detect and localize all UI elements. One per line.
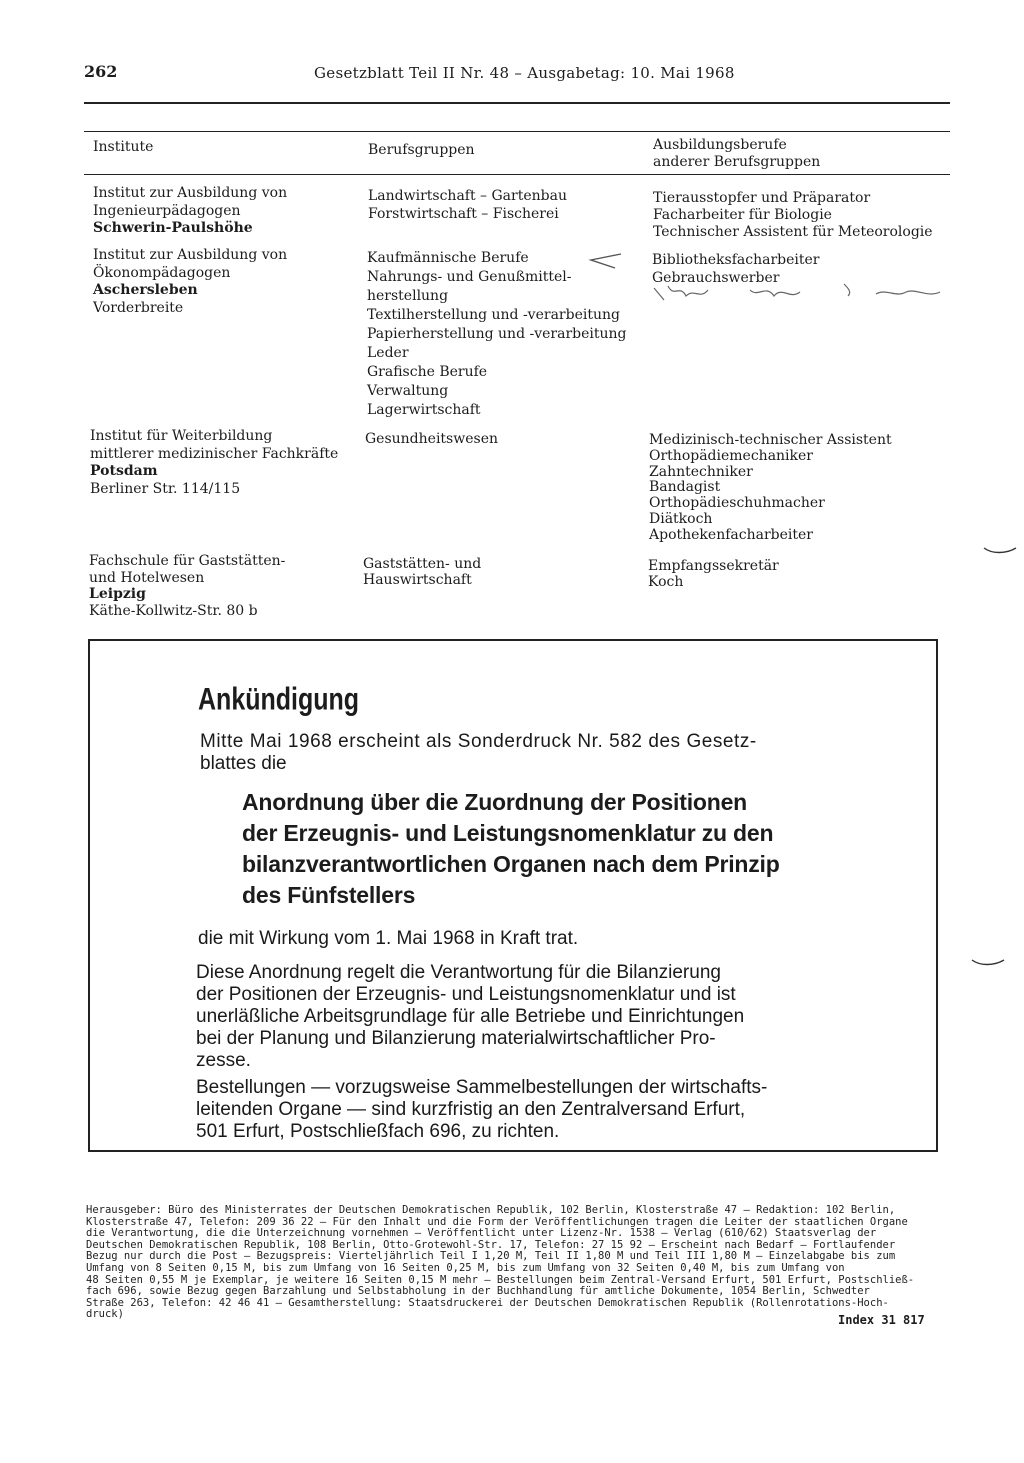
paragraph-line: Bestellungen — vorzugsweise Sammelbestellungen der wirtschafts- [196,1077,768,1098]
imprint-line: Umfang von 8 Seiten 0,15 M, bis zum Umfang von 16 Seiten 0,25 M, bis zum Umfang von 32 Seiten 0,40 M, bis zum Umfang von [86,1261,845,1274]
table-row-1-institute [93,185,287,238]
group-item: Verwaltung [367,383,449,399]
group-item: Forstwirtschaft – Fischerei [368,205,559,222]
title-line: bilanzverantwortlichen Organen nach dem Prinzip [242,851,780,877]
table-row-1-groups [368,188,567,223]
title-line: Anordnung über die Zuordnung der Positionen [242,789,748,815]
table-row-2-institute [93,247,287,317]
announcement-paragraph-2 [196,1077,767,1143]
page-number: 262 [84,62,118,81]
institute-address: Berliner Str. 114/115 [90,480,241,497]
institute-name-line: Fachschule für Gaststätten- [89,553,286,569]
announcement-heading: Ankündigung [198,682,360,717]
imprint-line: Deutschen Demokratischen Republik, 108 Berlin, Otto-Grotewohl-Str. 17, Telefon: 27 15 92 – Erscheint nach Bedarf – Fortlaufender [86,1238,896,1251]
imprint-line: Herausgeber: Büro des Ministerrates der Deutschen Demokratischen Republik, 102 Berlin, Klosterstraße 47 – Redaktion: 102 Berlin, [86,1204,896,1216]
profession-item: Orthopädiemechaniker [649,447,813,464]
effective-date: die mit Wirkung vom 1. Mai 1968 in Kraft trat. [198,928,579,949]
column-head-institute: Institute [93,139,154,155]
profession-item: Zahntechniker [649,463,753,480]
header-rule [84,102,950,104]
profession-item: Koch [648,574,684,590]
group-item: Lagerwirtschaft [367,402,481,418]
profession-item: Diätkoch [649,510,713,527]
intro-line: blattes die [200,753,287,774]
profession-item: Gebrauchswerber [652,269,780,286]
institute-name-line: und Hotelwesen [89,569,205,586]
announcement-paragraph-1 [196,962,744,1072]
paragraph-line: leitenden Organe — sind kurzfristig an den Zentralversand Erfurt, [196,1099,746,1120]
group-item: herstellung [367,288,449,304]
institute-place: Schwerin-Paulshöhe [93,220,253,236]
imprint-line: Bezug nur durch die Post – Bezugspreis: Vierteljährlich Teil I 1,20 M, Teil II 1,80 M und Teil III 1,80 M – Einzelabgabe bis zum [86,1250,896,1263]
margin-tick-mark [982,544,1018,558]
table-row-2-groups [367,249,627,420]
institute-name-line: Ingenieurpädagogen [93,202,241,219]
profession-item: Bandagist [649,479,721,496]
institute-address: Käthe-Kollwitz-Str. 80 b [89,602,258,619]
group-item: Gesundheitswesen [365,431,498,447]
institute-place: Aschersleben [93,282,198,298]
paragraph-line: 501 Erfurt, Postschließfach 696, zu richten. [196,1121,560,1142]
group-item: Leder [367,345,409,361]
column-head-groups: Berufsgruppen [368,142,475,158]
margin-tick-mark [970,956,1006,970]
title-line: des Fünfstellers [242,882,416,908]
profession-item: Facharbeiter für Biologie [653,207,832,223]
table-row-4-institute [89,553,285,619]
profession-item: Empfangssekretär [648,558,779,574]
institute-name-line: mittlerer medizinischer Fachkräfte [90,445,339,462]
group-item: Hauswirtschaft [363,572,472,588]
institute-name-line: Ökonompädagogen [93,264,231,281]
gazette-title: Gesetzblatt Teil II Nr. 48 – Ausgabetag: 10. Mai 1968 [314,64,735,82]
paragraph-line: Diese Anordnung regelt die Verantwortung für die Bilanzierung [196,962,721,983]
column-head-professions-line2: anderer Berufsgruppen [653,154,821,170]
intro-line: Mitte Mai 1968 erscheint als Sonderdruck Nr. 582 des Gesetz- [200,731,757,752]
title-line: der Erzeugnis- und Leistungsnomenklatur zu den [242,820,774,846]
handwritten-arrow-mark [585,248,625,272]
imprint-line: Straße 263, Telefon: 42 46 41 – Gesamtherstellung: Staatsdruckerei der Deutschen Demokratischen Republik (Rollenrotations-Hoch- [86,1296,889,1309]
profession-item: Tierausstopfer und Präparator [653,190,871,206]
imprint-line: 48 Seiten 0,55 M je Exemplar, je weitere 16 Seiten 0,15 M mehr – Bestellungen beim Zentral-Versand Erfurt, 501 Erfurt, Postschließ- [86,1273,915,1286]
imprint-line: fach 696, sowie Bezug gegen Barzahlung und Selbstabholung in der Buchhandlung für amtliche Dokumente, 1054 Berlin, Schwedter [86,1285,870,1298]
paragraph-line: unerläßliche Arbeitsgrundlage für alle Betriebe und Einrichtungen [196,1006,745,1027]
column-head-professions [653,137,820,171]
profession-item: Apothekenfacharbeiter [649,526,813,543]
institute-name-line: Institut zur Ausbildung von [93,247,288,263]
profession-item: Orthopädieschuhmacher [649,495,825,512]
regulation-title [242,787,780,911]
table-row-3-professions [649,433,892,544]
column-head-professions-line1: Ausbildungsberufe [653,137,787,153]
table-row-4-professions [648,558,779,590]
table-row-4-groups [363,556,481,588]
institute-name-line: Institut für Weiterbildung [90,428,273,444]
handwritten-scribble-mark [650,278,960,306]
group-item: Textilherstellung und -verarbeitung [367,307,620,323]
imprint-line: Klosterstraße 47, Telefon: 209 36 22 – Für den Inhalt und die Form der Veröffentlichungen tragen die Leiter der staatlichen Organe [86,1215,908,1228]
institute-address: Vorderbreite [93,299,184,316]
group-item: Gaststätten- und [363,556,482,572]
imprint-line: die Verantwortung, die die Unterzeichnung vornehmen – Veröffentlicht unter Lizenz-Nr. 1538 – Verlag (610/62) Staatsverlag der [86,1227,877,1240]
table-row-1-professions [653,190,933,241]
announcement-intro [200,731,757,775]
imprint [86,1205,936,1321]
index-number: Index 31 817 [838,1313,925,1327]
table-head-rule [84,174,950,175]
table-row-3-groups [365,431,498,449]
group-item: Kaufmännische Berufe [367,250,529,266]
table-row-3-institute [90,428,338,498]
institute-name-line: Institut zur Ausbildung von [93,185,288,201]
paragraph-line: der Positionen der Erzeugnis- und Leistungsnomenklatur und ist [196,984,736,1005]
group-item: Papierherstellung und -verarbeitung [367,326,627,342]
profession-item: Technischer Assistent für Meteorologie [653,224,933,240]
table-top-rule [84,131,950,132]
group-item: Landwirtschaft – Gartenbau [368,188,567,204]
profession-item: Bibliotheksfacharbeiter [652,252,820,268]
institute-place: Leipzig [89,586,146,602]
imprint-line: druck) [86,1308,124,1321]
institute-place: Potsdam [90,463,158,479]
paragraph-line: zesse. [196,1050,251,1071]
paragraph-line: bei der Planung und Bilanzierung materialwirtschaftlicher Pro- [196,1028,716,1049]
profession-item: Medizinisch-technischer Assistent [649,432,892,448]
group-item: Grafische Berufe [367,364,488,380]
group-item: Nahrungs- und Genußmittel- [367,269,572,285]
